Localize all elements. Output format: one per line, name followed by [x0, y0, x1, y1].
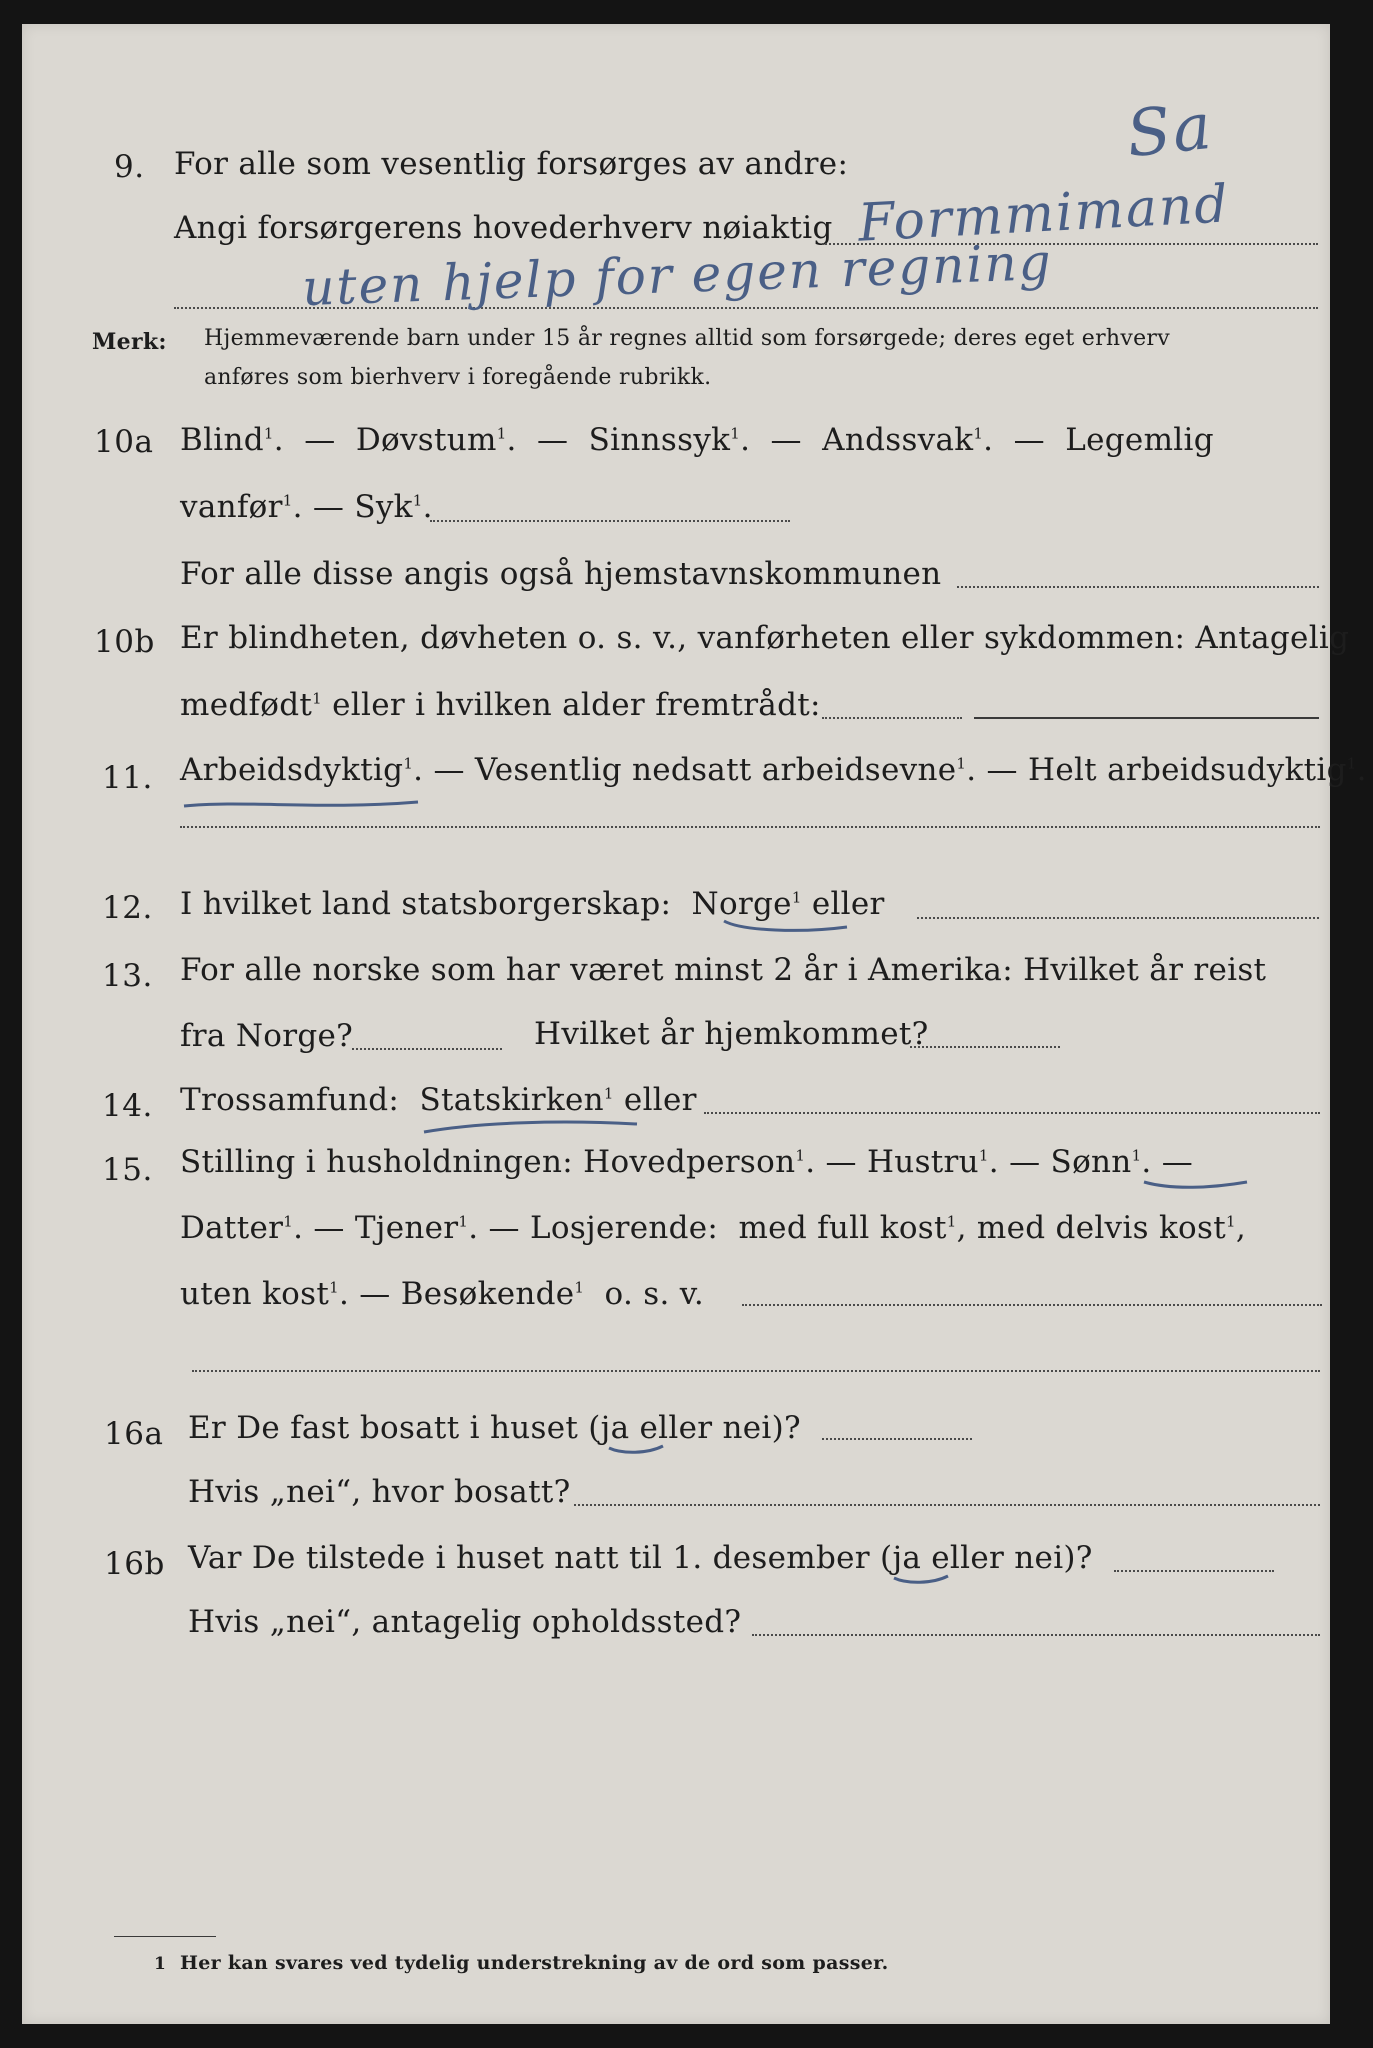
q15-answer-line2 [192, 1370, 1320, 1372]
q10a-text-line2: vanfør$^1$. — Syk$^1$. [180, 489, 433, 525]
q10a-text-line3: For alle disse angis også hjemstavnskommunen [180, 556, 942, 592]
q9-handwritten-occupation-cont: uten hjelp for egen regning [301, 232, 1054, 318]
merk-text-line2: anføres som bierhverv i foregående rubrikk. [204, 365, 712, 390]
q9-text-line1: For alle som vesentlig forsørges av andre: [174, 146, 849, 182]
q16a-ja-underline [607, 1442, 667, 1458]
q10b-text-line2: medfødt$^1$ eller i hvilken alder fremtrådt: [180, 687, 821, 723]
q16b-text-line1: Var De tilstede i huset natt til 1. desember (ja eller nei)? [188, 1540, 1093, 1576]
q16a-text-line2: Hvis „nei“, hvor bosatt? [188, 1474, 571, 1510]
q10b-text-line1: Er blindheten, døvheten o. s. v., vanførheten eller sykdommen: Antagelig [180, 620, 1350, 656]
q15-text-line3: uten kost$^1$. — Besøkende$^1$ o. s. v. [180, 1276, 705, 1312]
q16b-text-line2: Hvis „nei“, antagelig opholdssted? [188, 1604, 742, 1640]
q12-norge-underline [722, 917, 852, 937]
q14-statskirken-underline [422, 1114, 642, 1138]
q14-number: 14. [102, 1088, 153, 1124]
footnote-mark: 1 [154, 1954, 167, 1974]
q13-text-line2a: fra Norge? [180, 1018, 354, 1054]
q16a-answer-line2 [574, 1504, 1320, 1506]
q11-text-line1: Arbeidsdyktig$^1$. — Vesentlig nedsatt arbeidsevne$^1$. — Helt arbeidsudyktig$^1$. [180, 752, 1367, 788]
q9-handwritten-occupation: Formmimand [856, 174, 1232, 254]
q16b-number: 16b [104, 1546, 165, 1582]
q14-answer-line [704, 1112, 1320, 1114]
q13-text-line1: For alle norske som har været minst 2 år i Amerika: Hvilket år reist [180, 952, 1267, 988]
handwritten-corner-mark: Sa [1123, 89, 1217, 173]
q10a-text-line1: Blind$^1$. — Døvstum$^1$. — Sinnssyk$^1$. — Andssvak$^1$. — Legemlig [180, 422, 1214, 458]
q16a-number: 16a [104, 1416, 164, 1452]
q9-number: 9. [114, 149, 145, 185]
q16b-answer-line2 [752, 1634, 1320, 1636]
q10b-number: 10b [94, 624, 155, 660]
q9-text-line2: Angi forsørgerens hovederhverv nøiaktig [174, 210, 833, 246]
census-form-page [22, 24, 1367, 2024]
q15-text-line1: Stilling i husholdningen: Hovedperson$^1$. — Hustru$^1$. — Sønn$^1$. — [180, 1144, 1194, 1180]
footnote-rule [114, 1936, 216, 1937]
q12-answer-line [917, 917, 1319, 919]
q11-answer-line [180, 826, 1320, 828]
q16b-answer-line1 [1114, 1570, 1274, 1572]
footnote-text: Her kan svares ved tydelig understrekning av de ord som passer. [180, 1952, 889, 1974]
q13-text-line2b: Hvilket år hjemkommet? [534, 1016, 929, 1052]
q14-text-line1: Trossamfund: Statskirken$^1$ eller [180, 1082, 697, 1118]
q12-text-line1: I hvilket land statsborgerskap: Norge$^1$ eller [180, 886, 885, 922]
q10a-answer-line1 [430, 520, 790, 522]
q10a-number: 10a [94, 424, 154, 460]
q16a-text-line1: Er De fast bosatt i huset (ja eller nei)? [188, 1410, 801, 1446]
q10b-answer-dots [822, 717, 962, 719]
q16b-ja-underline [892, 1572, 952, 1588]
q15-answer-line1 [742, 1304, 1322, 1306]
q15-text-line2: Datter$^1$. — Tjener$^1$. — Losjerende: med full kost$^1$, med delvis kost$^1$, [180, 1210, 1246, 1246]
q15-number: 15. [102, 1152, 153, 1188]
q15-sonn-underline [1142, 1174, 1252, 1194]
q10b-answer-line [974, 717, 1319, 719]
merk-label: Merk: [92, 329, 167, 355]
q10a-answer-line2 [957, 586, 1319, 588]
q12-number: 12. [102, 890, 153, 926]
q16a-answer-line1 [822, 1438, 972, 1440]
q13-answer-reist [352, 1048, 502, 1050]
q13-answer-hjemkommet [910, 1046, 1060, 1048]
merk-text-line1: Hjemmeværende barn under 15 år regnes alltid som forsørgede; deres eget erhverv [204, 326, 1170, 351]
q13-number: 13. [102, 958, 153, 994]
q11-arbeidsdyktig-underline [182, 794, 422, 814]
q11-number: 11. [102, 760, 153, 796]
